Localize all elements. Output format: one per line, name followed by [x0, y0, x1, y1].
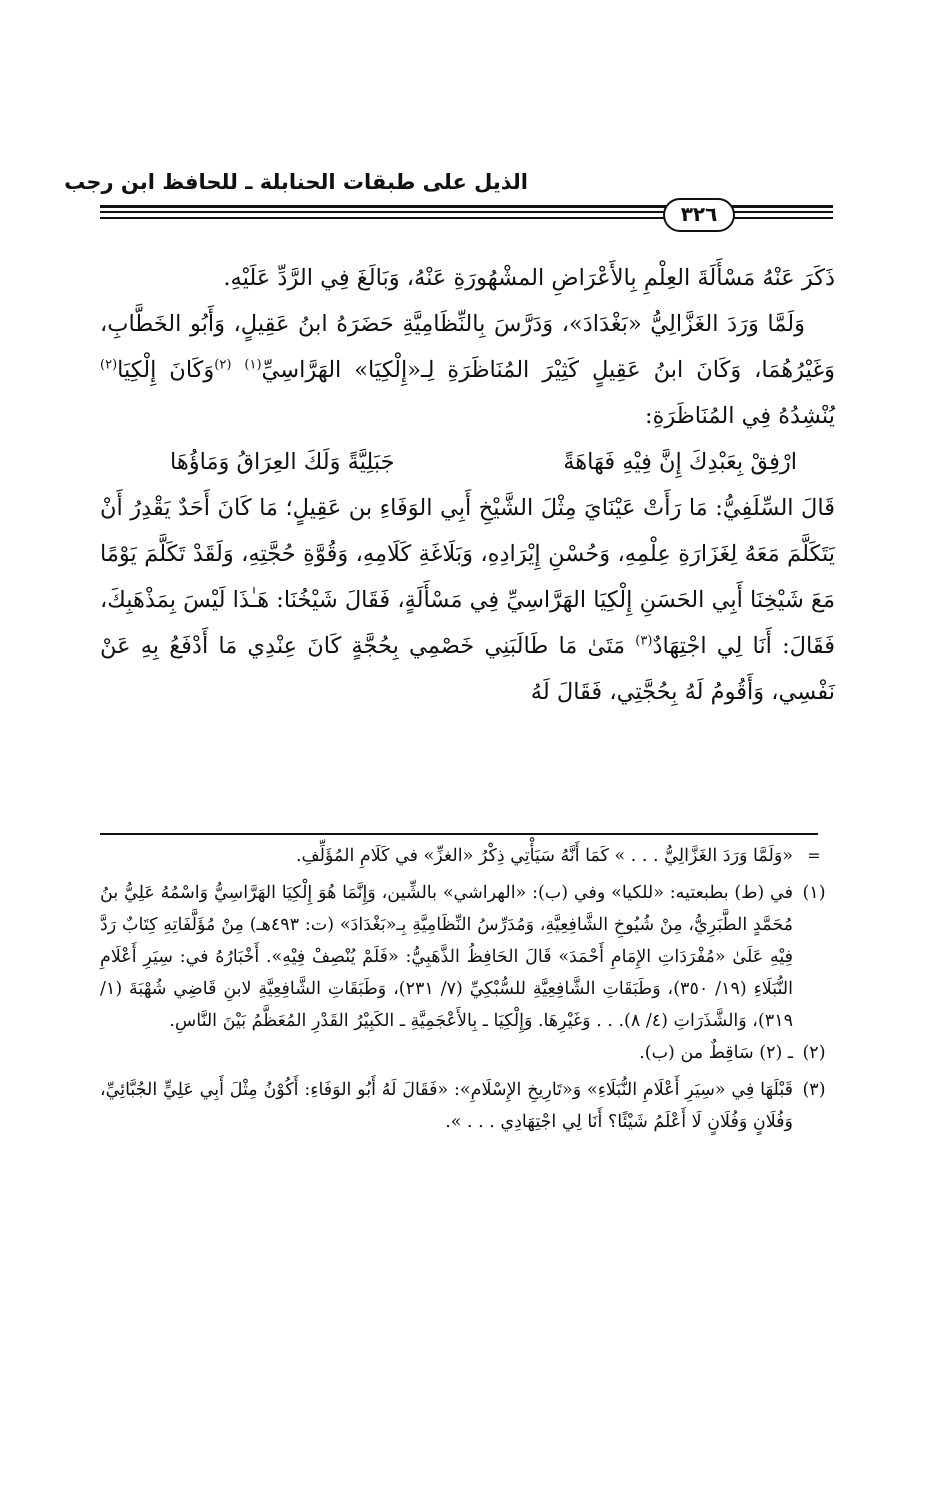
header-rule	[733, 211, 833, 213]
footnote-3	[100, 1074, 835, 1138]
header-rule	[100, 211, 665, 213]
header-rule	[733, 217, 833, 219]
footnote-text: في (ط) بطبعتيه: «للكيا» وفي (ب): «الهراشي» بالشِّين، وَإِنَّمَا هُوَ إِلْكِيَا الهَرَّاسِيُّ وَاسْمُهُ عَلِيُّ بنُ مُحَمَّدٍ الطَّبَرِيُّ، مِنْ شُيُوخِ الشَّافِعِيَّةِ، وَمُدَرِّسُ النِّظَامِيَّةِ بِـ«بَغْدَادَ» (ت: ٤٩٣هـ) مِنْ مُؤَلَّفَاتِهِ كِتَابٌ رَدَّ فِيْهِ عَلَىٰ «مُفْرَدَاتِ الإِمَامِ أَحْمَدَ» قَالَ الحَافِظُ الذَّهَبِيُّ: «فَلَمْ يُنْصِفْ فِيْهِ». أَخْبَارُهُ في: سِيَرِ أَعْلَامِ النُّبَلَاءِ (١٩/ ٣٥٠)، وَطَبَقَاتِ الشَّافِعِيَّةِ للسُّبْكِيِّ (٧/ ٢٣١)، وَطَبَقَاتِ الشَّافِعِيَّةِ لابنِ قَاضِي شُهْبَةَ (١/ ٣١٩)، وَالشَّذَرَاتِ (٤/ ٨). . . وَغَيْرِهَا. وَإِلْكِيَا ـ بِالأَعْجَمِيَّةِ ـ الكَبِيْرُ القَدْرِ المُعَظَّمُ بَيْنَ النَّاسِ.	[100, 883, 794, 1031]
footnote-1	[100, 877, 835, 1037]
running-title: الذيل على طبقات الحنابلة ـ للحافظ ابن رجب	[64, 170, 528, 194]
main-text	[100, 255, 835, 715]
footnote-number: (٣)	[802, 1080, 826, 1100]
footnote-2	[100, 1037, 835, 1069]
paragraph	[100, 301, 835, 439]
paragraph-text: قَالَ السِّلَفِيُّ: مَا رَأَتْ عَيْنَايَ مِثْلَ الشَّيْخِ أَبِي الوَفَاءِ بن عَقِيلٍ؛ مَا كَانَ أَحَدٌ يَقْدِرُ أَنْ يَتَكَلَّمَ مَعَهُ لِغَزَارَةِ عِلْمِهِ، وَحُسْنِ إِيْرَادِهِ، وَبَلَاغَةِ كَلَامِهِ، وَقُوَّةِ حُجَّتِهِ، وَلَقَدْ تَكَلَّمَ يَوْمًا مَعَ شَيْخِنَا أَبِي الحَسَنِ إِلْكِيَا الهَرَّاسِيِّ فِي مَسْأَلَةٍ، فَقَالَ شَيْخُنَا: هَـٰذَا لَيْسَ بِمَذْهَبِكَ، فَقَالَ: أَنَا لِي اجْتِهَادٌ	[100, 495, 836, 659]
footnote-ref: (٢)	[214, 357, 232, 373]
footnotes	[100, 840, 835, 1138]
paragraph-text: مَتَىٰ مَا طَالَبَنِي خَصْمِي بِحُجَّةٍ كَانَ عِنْدِي مَا أَدْفَعُ بِهِ عَنْ نَفْسِي، وَأَقُومُ لَهُ بِحُجَّتِي، فَقَالَ لَهُ	[100, 633, 835, 705]
footnote-continuation	[100, 840, 835, 872]
page-number: ٣٢٦	[663, 198, 735, 232]
poetry-verse	[100, 439, 835, 485]
footnote-ref: (٣)	[635, 633, 653, 649]
paragraph	[100, 485, 835, 715]
footnote-number: (١)	[802, 883, 826, 903]
footnote-number: (٢)	[802, 1043, 826, 1063]
footnote-ref: (١)	[244, 357, 262, 373]
footnote-ref: (٢)	[100, 357, 118, 373]
verse-hemistich-first: ارْفِقْ بِعَبْدِكَ إِنَّ فِيْهِ فَهَاهَةً	[563, 449, 797, 475]
paragraph: ذَكَرَ عَنْهُ مَسْأَلَةَ العِلْمِ بِالأَعْرَاضِ المشْهُورَةِ عَنْهُ، وَبَالَغَ فِي الرَّدِّ عَلَيْهِ.	[223, 265, 835, 291]
continuation-marker: =	[807, 846, 821, 865]
header-rule	[100, 217, 665, 219]
paragraph-text: وَلَمَّا وَرَدَ الغَزَّالِيُّ «بَغْدَادَ»، وَدَرَّسَ بِالنِّظَامِيَّةِ حَضَرَهُ ابنُ عَقِيلٍ، وَأَبُو الخَطَّابِ، وَغَيْرُهُمَا، وَكَانَ ابنُ عَقِيلٍ كَثِيْرَ المُنَاظَرَةِ لِـ«إِلْكِيَا» الهَرَّاسِيِّ	[100, 311, 835, 383]
paragraph-text: وَكَانَ إِلْكِيَا	[117, 357, 215, 383]
footnote-text: ـ (٢) سَاقِطٌ من (ب).	[639, 1043, 793, 1063]
footnote-text: «وَلَمَّا وَرَدَ الغَزَّالِيُّ . . . » كَمَا أَنَّهُ سَيَأْتِي ذِكْرُ «الغزِّ» في كَلَامِ المُؤَلِّفِ.	[295, 846, 793, 866]
footnote-text: قَبْلَهَا فِي «سِيَرِ أَعْلَامِ النُّبَلَاءِ» وَ«تَارِيخِ الإِسْلَامِ»: «فَقَالَ لَهُ أَبُو الوَفَاءِ: أَكُوْنُ مِثْلَ أَبِي عَلِيٍّ الجُبَّائِيِّ، وَفُلَانٍ وَفُلَانٍ لَا أَعْلَمُ شَيْئًا؟ أَنَا لِي اجْتِهَادِي . . . ».	[100, 1080, 793, 1132]
verse-hemistich-second: جَبَلِيَّةً وَلَكَ العِرَاقُ وَمَاؤُهَا	[170, 449, 395, 475]
footnote-separator	[100, 833, 818, 835]
paragraph-text: يُنْشِدُهُ فِي المُنَاظَرَةِ:	[645, 403, 835, 429]
